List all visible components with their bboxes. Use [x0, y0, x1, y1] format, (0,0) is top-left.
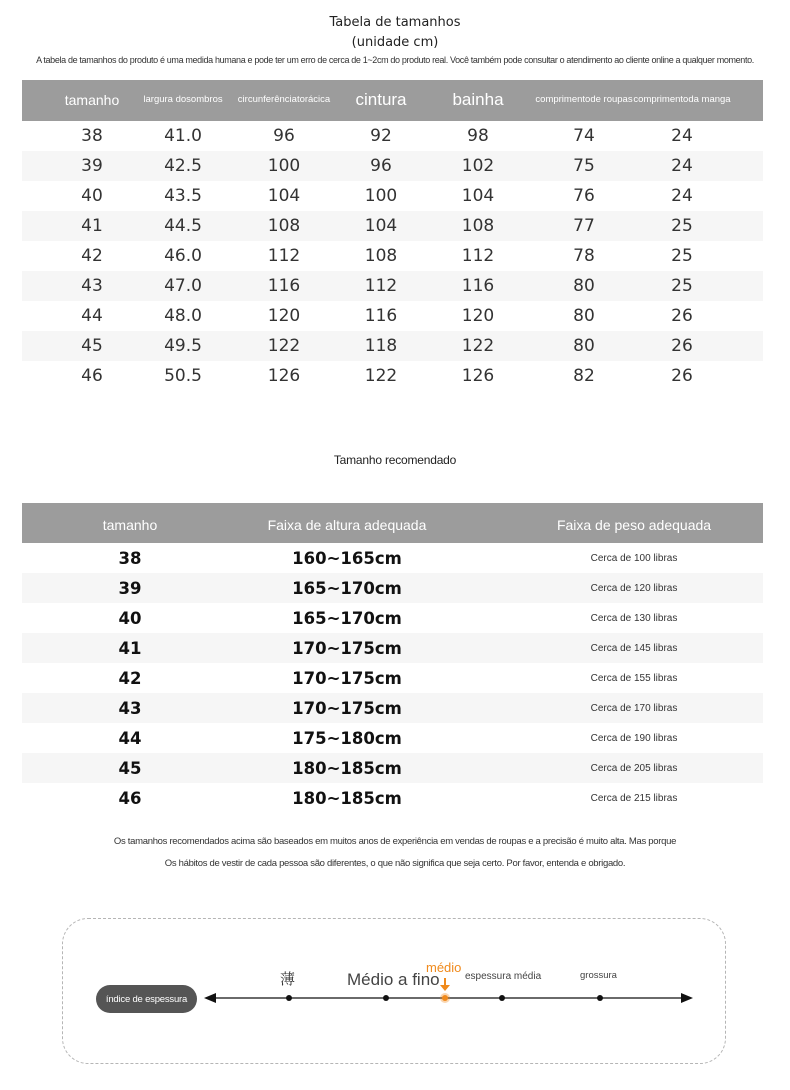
thick-label: grossura [580, 970, 617, 981]
recommended-cell: 170~175cm [292, 638, 402, 658]
recommended-cell: 165~170cm [292, 578, 402, 598]
recommended-cell: Cerca de 190 libras [590, 732, 678, 744]
size-cell: 112 [461, 246, 495, 266]
size-cell: 116 [267, 276, 301, 296]
size-cell: 26 [671, 366, 693, 386]
recommended-cell: 165~170cm [292, 608, 402, 628]
size-cell: 24 [671, 156, 693, 176]
size-cell: 44.5 [164, 216, 202, 236]
size-cell: 126 [461, 366, 495, 386]
recommended-cell: 175~180cm [292, 728, 402, 748]
size-cell: 74 [573, 126, 595, 146]
size-header-text: bainha [452, 90, 504, 110]
recommended-cell: 43 [118, 698, 142, 718]
size-cell: 80 [573, 306, 595, 326]
size-cell: 38 [81, 126, 103, 146]
size-cell: 75 [573, 156, 595, 176]
recommended-cell: 160~165cm [292, 548, 402, 568]
size-cell: 25 [671, 216, 693, 236]
size-cell: 116 [461, 276, 495, 296]
scale-arrow-left-icon [204, 993, 216, 1003]
size-header-text: da manga [688, 94, 731, 106]
size-cell: 42 [81, 246, 103, 266]
size-cell: 40 [81, 186, 103, 206]
size-header-text: tamanho [64, 92, 120, 109]
medium-thickness-label: espessura média [465, 971, 542, 982]
size-cell: 98 [467, 126, 489, 146]
page-title: Tabela de tamanhos [329, 15, 461, 30]
size-cell: 108 [267, 216, 301, 236]
size-cell: 108 [461, 216, 495, 236]
size-cell: 50.5 [164, 366, 202, 386]
thickness-index-pill: índice de espessura [96, 985, 197, 1013]
size-cell: 96 [273, 126, 295, 146]
size-cell: 24 [671, 126, 693, 146]
footnote-line-1: Os tamanhos recomendados acima são baseados em muitos anos de experiência em vendas de roupas e a precisão é muito alta. Mas porque [113, 836, 677, 847]
recommended-cell: 45 [118, 758, 142, 778]
size-cell: 104 [461, 186, 495, 206]
recommended-cell: Cerca de 170 libras [590, 702, 678, 714]
size-cell: 25 [671, 276, 693, 296]
thin-label: 薄 [280, 970, 296, 988]
recommended-cell: 44 [118, 728, 142, 748]
footnote-line-2: Os hábitos de vestir de cada pessoa são diferentes, o que não significa que seja certo. Por favor, entenda e obrigado. [164, 858, 626, 869]
recommended-title: Tamanho recomendado [333, 453, 457, 467]
recommended-cell: 46 [118, 788, 142, 808]
size-header-text: largura dos [143, 94, 191, 106]
size-cell: 96 [370, 156, 392, 176]
measurement-note: A tabela de tamanhos do produto é uma medida humana e pode ter um erro de cerca de 1~2cm do produto real. Você também pode consultar o atendimento ao cliente online a qualquer momento. [36, 55, 754, 65]
size-cell: 120 [267, 306, 301, 326]
size-cell: 25 [671, 246, 693, 266]
recommended-cell: Cerca de 155 libras [590, 672, 678, 684]
recommended-cell: 170~175cm [292, 668, 402, 688]
size-cell: 77 [573, 216, 595, 236]
recommended-cell: Cerca de 205 libras [590, 762, 678, 774]
size-header-text: torácica [296, 94, 331, 106]
recommended-cell: 180~185cm [292, 788, 402, 808]
size-cell: 41 [81, 216, 103, 236]
recommended-cell: Cerca de 120 libras [590, 582, 678, 594]
recommended-cell: Cerca de 100 libras [590, 552, 678, 564]
size-header-text: de roupas [590, 94, 633, 106]
size-cell: 104 [364, 216, 398, 236]
size-cell: 24 [671, 186, 693, 206]
unit-label: (unidade cm) [351, 35, 439, 50]
size-cell: 26 [671, 336, 693, 356]
size-cell: 100 [364, 186, 398, 206]
scale-dot-medium [442, 995, 448, 1001]
size-cell: 122 [461, 336, 495, 356]
selected-arrow-icon [440, 978, 450, 991]
size-header-text: comprimento [535, 94, 591, 106]
recommended-cell: Cerca de 145 libras [590, 642, 678, 654]
recommended-cell: 39 [118, 578, 142, 598]
size-cell: 122 [364, 366, 398, 386]
recommended-cell: Cerca de 215 libras [590, 792, 678, 804]
scale-dot-medium-thickness [499, 995, 505, 1001]
size-cell: 108 [364, 246, 398, 266]
size-cell: 43.5 [164, 186, 202, 206]
size-cell: 116 [364, 306, 398, 326]
recommended-header-0: tamanho [102, 516, 158, 533]
recommended-cell: 180~185cm [292, 758, 402, 778]
recommended-cell: 38 [118, 548, 142, 568]
size-cell: 126 [267, 366, 301, 386]
size-cell: 80 [573, 276, 595, 296]
size-header-text: ombros [190, 94, 223, 106]
size-cell: 102 [461, 156, 495, 176]
size-cell: 100 [267, 156, 301, 176]
size-cell: 104 [267, 186, 301, 206]
scale-dot-thin [286, 995, 292, 1001]
size-cell: 76 [573, 186, 595, 206]
size-header-text: comprimento [633, 94, 689, 106]
scale-arrow-right-icon [681, 993, 693, 1003]
scale-dot-thick [597, 995, 603, 1001]
size-cell: 120 [461, 306, 495, 326]
recommended-header-2: Faixa de peso adequada [556, 516, 712, 533]
size-cell: 49.5 [164, 336, 202, 356]
size-cell: 78 [573, 246, 595, 266]
size-cell: 112 [267, 246, 301, 266]
recommended-cell: Cerca de 130 libras [590, 612, 678, 624]
size-cell: 92 [370, 126, 392, 146]
size-cell: 42.5 [164, 156, 202, 176]
size-cell: 43 [81, 276, 103, 296]
recommended-header-1: Faixa de altura adequada [267, 516, 427, 533]
size-cell: 45 [81, 336, 103, 356]
size-cell: 44 [81, 306, 103, 326]
size-cell: 82 [573, 366, 595, 386]
size-cell: 122 [267, 336, 301, 356]
medium-label: médio [426, 960, 462, 975]
medium-thin-label: Médio a fino [347, 970, 440, 989]
size-cell: 41.0 [164, 126, 202, 146]
recommended-cell: 170~175cm [292, 698, 402, 718]
size-cell: 48.0 [164, 306, 202, 326]
size-header-text: circunferência [237, 94, 297, 106]
size-cell: 47.0 [164, 276, 202, 296]
size-cell: 26 [671, 306, 693, 326]
recommended-cell: 42 [118, 668, 142, 688]
scale-dot-medium-thin [383, 995, 389, 1001]
recommended-cell: 41 [118, 638, 142, 658]
size-cell: 46.0 [164, 246, 202, 266]
size-cell: 80 [573, 336, 595, 356]
recommended-cell: 40 [118, 608, 142, 628]
size-header-text: cintura [355, 90, 407, 110]
size-cell: 118 [364, 336, 398, 356]
size-cell: 39 [81, 156, 103, 176]
size-cell: 46 [81, 366, 103, 386]
size-cell: 112 [364, 276, 398, 296]
